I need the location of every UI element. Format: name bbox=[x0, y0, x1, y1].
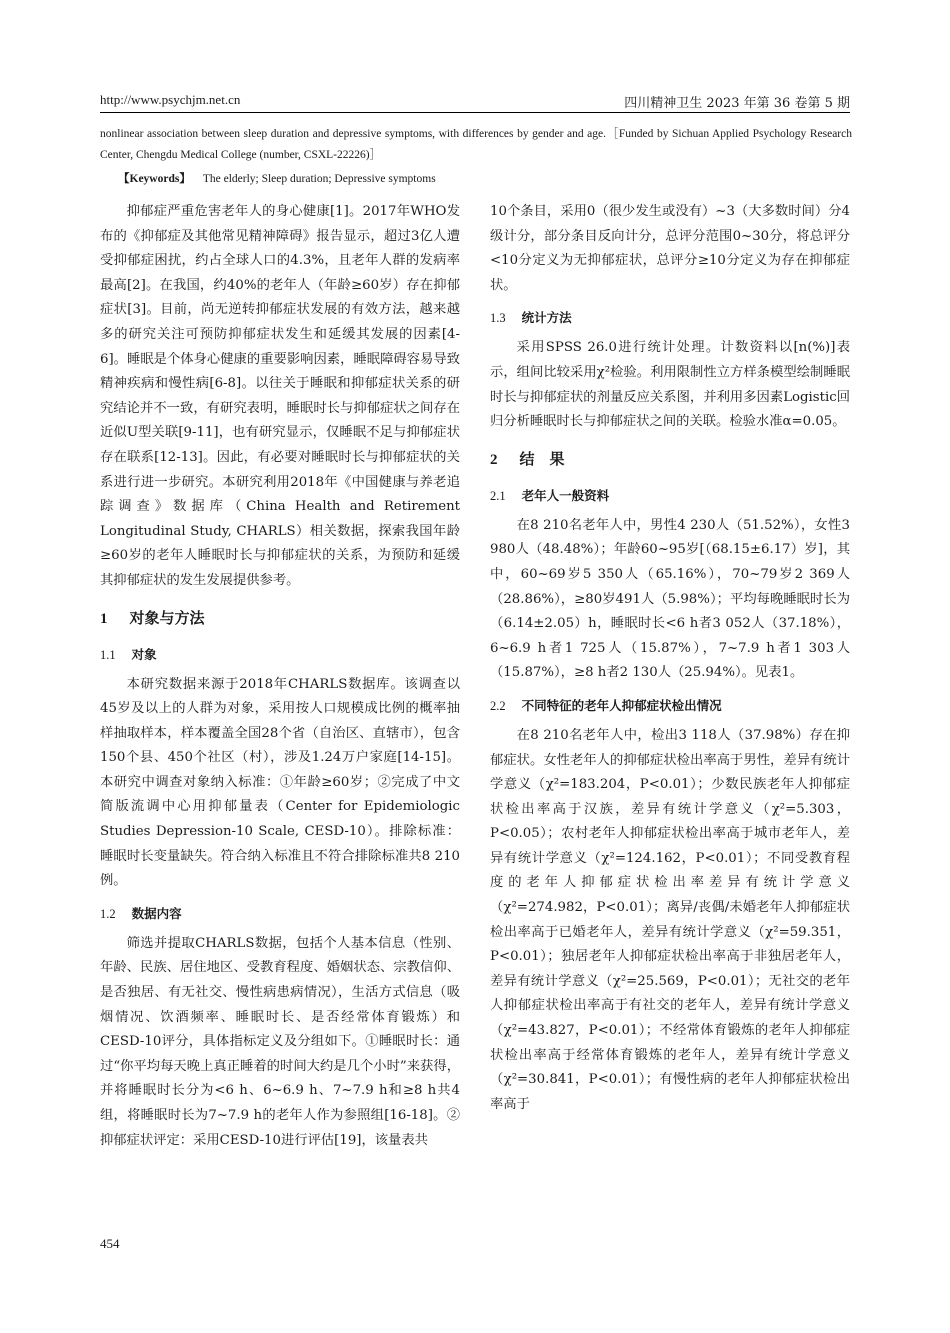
section-number: 1 bbox=[100, 610, 108, 627]
section-2-heading bbox=[490, 445, 850, 474]
section-2-1-paragraph: 在8 210名老年人中，男性4 230人（51.52%），女性3 980人（48.48%）；年龄60~95岁[（68.15±6.17）岁]，其中，60~69岁5 350人（65.16%），70~79岁2 369人（28.86%），≥80岁491人（5.98%）；平均每晚睡眠时长为（6.14±2.05）h，睡眠时长<6 h者3 052人（37.18%），6~6.9 h者1 725人（15.87%），7~7.9 h者1 303人（15.87%），≥8 h者2 130人（25.94%）。见表1。 bbox=[490, 517, 850, 681]
section-title: 老年人一般资料 bbox=[521, 487, 610, 503]
running-header bbox=[100, 92, 850, 113]
section-2-2-heading bbox=[490, 694, 850, 718]
page-number: 454 bbox=[100, 1236, 120, 1251]
section-1-heading bbox=[100, 604, 460, 633]
journal-issue: 四川精神卫生 2023 年第 36 卷第 5 期 bbox=[624, 96, 850, 111]
section-number: 1.2 bbox=[100, 906, 116, 921]
section-title: 统计方法 bbox=[521, 310, 572, 326]
keywords-line bbox=[118, 170, 436, 186]
abstract-tail: nonlinear association between sleep duration and depressive symptoms, with differences by gender and age.［Funded by Sichuan Applied Psychology Research Center, Chengdu Medical College (number, CSXL-22226)］ bbox=[100, 128, 852, 161]
section-2-2-paragraph: 在8 210名老年人中，检出3 118人（37.98%）存在抑郁症状。女性老年人的抑郁症状检出率高于男性，差异有统计学意义（χ²=183.204，P<0.01）；少数民族老年人抑郁症状检出率高于汉族，差异有统计学意义（χ²=5.303，P<0.05）；农村老年人抑郁症状检出率高于城市老年人，差异有统计学意义（χ²=124.162，P<0.01）；不同受教育程度的老年人抑郁症状检出率差异有统计学意义（χ²=274.982，P<0.01）；离异/丧偶/未婚老年人抑郁症状检出率高于已婚老年人，差异有统计学意义（χ²=59.351，P<0.01）；独居老年人抑郁症状检出率高于非独居老年人，差异有统计学意义（χ²=25.569，P<0.01）；无社交的老年人抑郁症状检出率高于有社交的老年人，差异有统计学意义（χ²=43.827，P<0.01）；不经常体育锻炼的老年人抑郁症状检出率高于经常体育锻炼的老年人，差异有统计学意义（χ²=30.841，P<0.01）；有慢性病的老年人抑郁症状检出率高于 bbox=[490, 727, 850, 1112]
right-column bbox=[490, 200, 850, 1117]
section-1-1-paragraph: 本研究数据来源于2018年CHARLS数据库。该调查以45岁及以上的人群为对象，采用按人口规模成比例的概率抽样抽取样本，样本覆盖全国28个省（自治区、直辖市），包含150个县、450个社区（村），涉及1.24万户家庭[14-15]。本研究中调查对象纳入标准：①年龄≥60岁；②完成了中文简版流调中心用抑郁量表（Center for Epidemiologic Studies Depression-10 Scale, CESD-10）。排除标准：睡眠时长变量缺失。符合纳入标准且不符合排除标准共8 210例。 bbox=[100, 676, 460, 889]
journal-url[interactable]: http://www.psychjm.net.cn bbox=[100, 92, 241, 107]
section-1-3-heading bbox=[490, 306, 850, 330]
section-number: 1.3 bbox=[490, 311, 506, 326]
keywords-text: The elderly; Sleep duration; Depressive symptoms bbox=[202, 173, 436, 185]
section-1-1-heading bbox=[100, 643, 460, 667]
section-title: 结 果 bbox=[519, 449, 565, 468]
section-1-3-paragraph: 采用SPSS 26.0进行统计处理。计数资料以[n(%)]表示，组间比较采用χ²检验。利用限制性立方样条模型绘制睡眠时长与抑郁症状的剂量反应关系图，并利用多因素Logistic回归分析睡眠时长与抑郁症状之间的关联。检验水准α=0.05。 bbox=[490, 340, 850, 430]
left-column bbox=[100, 200, 460, 1153]
section-1-2-paragraph: 筛选并提取CHARLS数据，包括个人基本信息（性别、年龄、民族、居住地区、受教育程度、婚姻状态、宗教信仰、是否独居、有无社交、慢性病患病情况），生活方式信息（吸烟情况、饮酒频率、睡眠时长、是否经常体育锻炼）和CESD-10评分，具体指标定义及分组如下。①睡眠时长：通过“你平均每天晚上真正睡着的时间大约是几个小时”来获得，并将睡眠时长分为<6 h、6~6.9 h、7~7.9 h和≥8 h共4组，将睡眠时长为7~7.9 h的老年人作为参照组[16-18]。②抑郁症状评定：采用CESD-10进行评估[19]，该量表共 bbox=[100, 935, 460, 1148]
section-1-2-continued: 10个条目，采用0（很少发生或没有）~3（大多数时间）分4级计分，部分条目反向计分，总评分范围0~30分，将总评分<10分定义为无抑郁症状，总评分≥10分定义为存在抑郁症状。 bbox=[490, 204, 850, 293]
intro-paragraph: 抑郁症严重危害老年人的身心健康[1]。2017年WHO发布的《抑郁症及其他常见精神障碍》报告显示，超过3亿人遭受抑郁症困扰，约占全球人口的4.3%，且老年人群的发病率最高[2]。在我国，约40%的老年人（年龄≥60岁）存在抑郁症状[3]。目前，尚无逆转抑郁症状发展的有效方法，越来越多的研究关注可预防抑郁症状发生和延缓其发展的因素[4-6]。睡眠是个体身心健康的重要影响因素，睡眠障碍容易导致精神疾病和慢性病[6-8]。以往关于睡眠和抑郁症状关系的研究结论并不一致，有研究表明，睡眠时长与抑郁症状之间存在近似U型关联[9-11]，也有研究显示，仅睡眠不足与抑郁症状存在联系[12-13]。因此，有必要对睡眠时长与抑郁症状的关系进行进一步研究。本研究利用2018年《中国健康与养老追踪调查》数据库（China Health and Retirement Longitudinal Study, CHARLS）相关数据，探索我国年龄≥60岁的老年人睡眠时长与抑郁症状的关系，为预防和延缓其抑郁症状的发生发展提供参考。 bbox=[100, 204, 460, 588]
section-number: 2.2 bbox=[490, 698, 506, 713]
section-title: 数据内容 bbox=[131, 905, 182, 921]
section-number: 2.1 bbox=[490, 488, 506, 503]
section-1-2-heading bbox=[100, 902, 460, 926]
section-number: 2 bbox=[490, 451, 498, 468]
section-number: 1.1 bbox=[100, 647, 116, 662]
section-title: 不同特征的老年人抑郁症状检出情况 bbox=[521, 697, 722, 713]
keywords-label: 【Keywords】 bbox=[118, 173, 191, 185]
section-title: 对象 bbox=[131, 646, 157, 662]
section-2-1-heading bbox=[490, 484, 850, 508]
section-title: 对象与方法 bbox=[129, 608, 205, 627]
